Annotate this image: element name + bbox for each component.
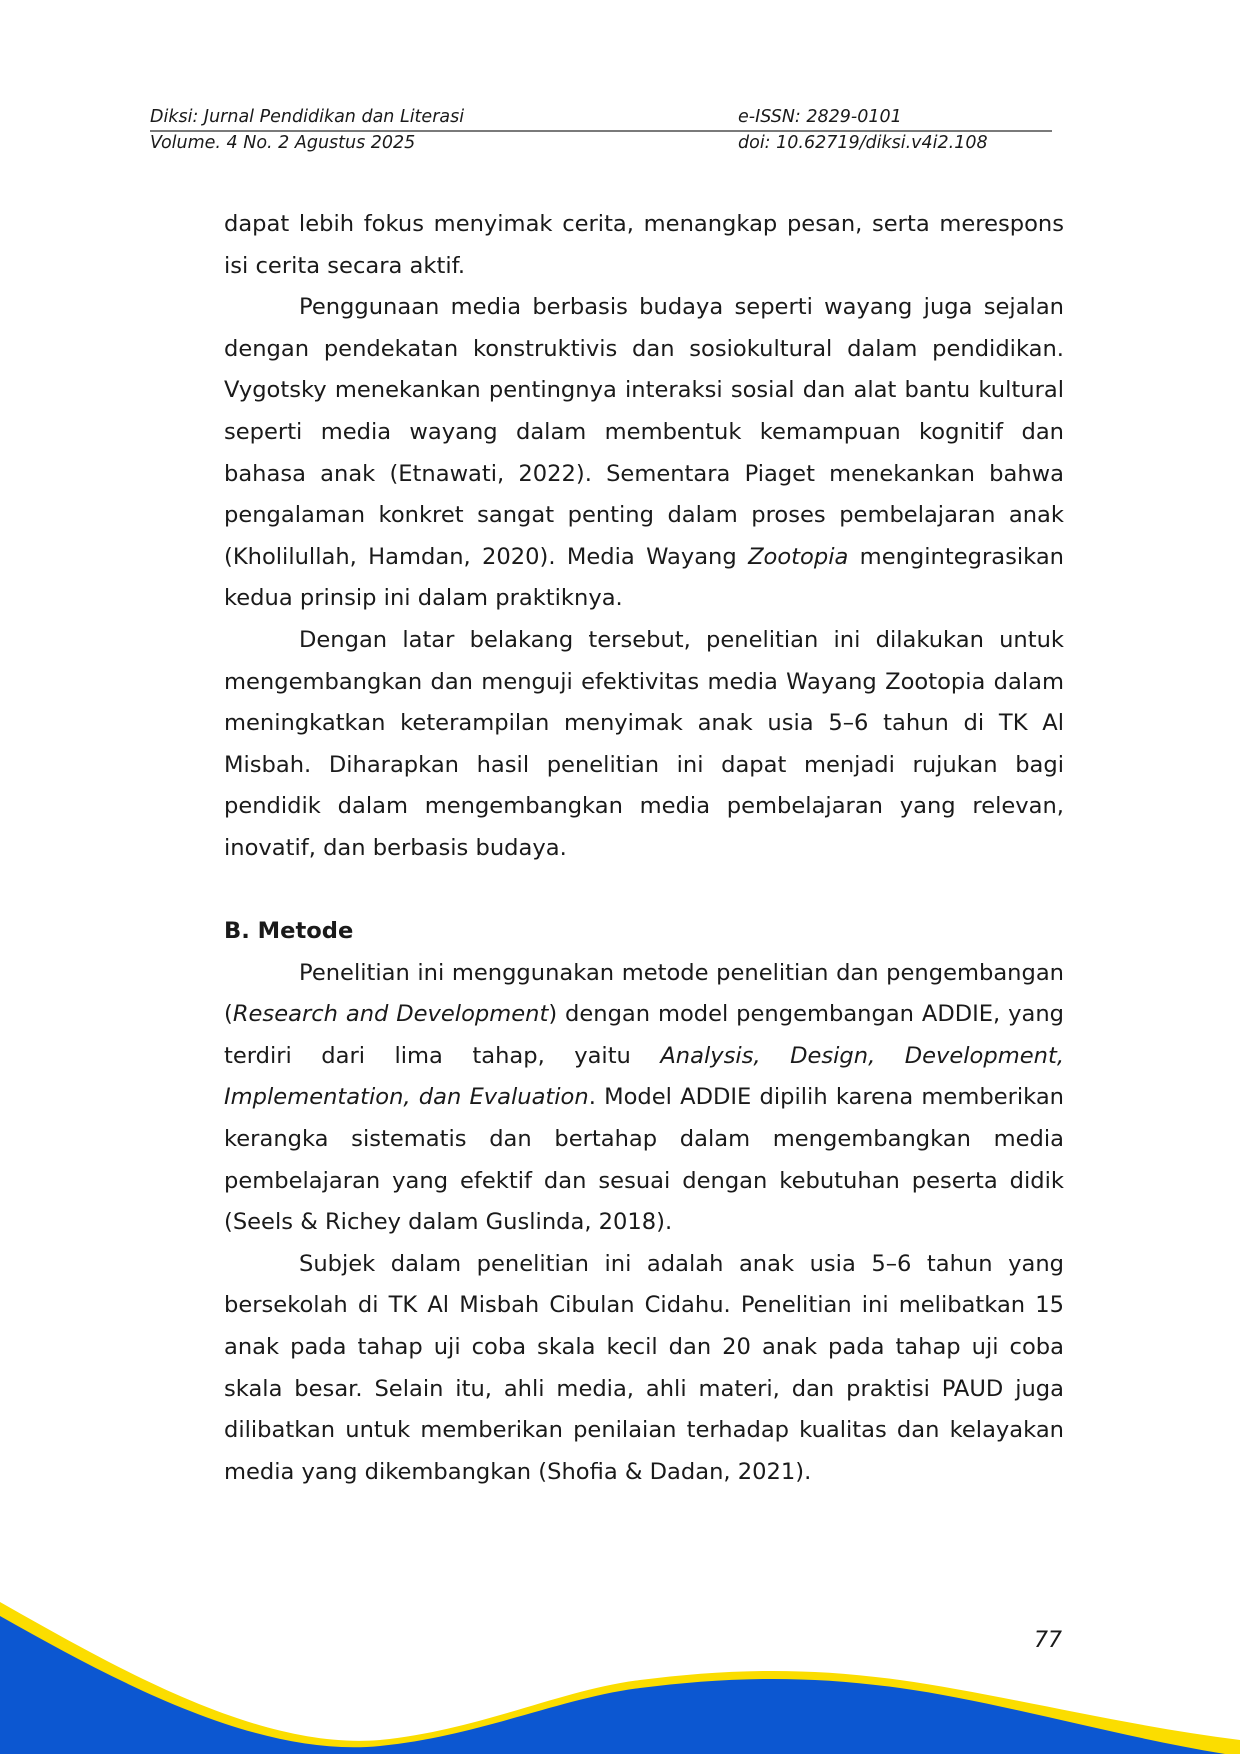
paragraph-text: Penelitian ini menggunakan metode penelitian dan pengembangan (	[224, 959, 1064, 1028]
running-header	[150, 106, 1052, 155]
paragraph-cultural-media	[224, 287, 1064, 620]
volume-info: Volume. 4 No. 2 Agustus 2025	[150, 133, 416, 153]
issn: e-ISSN: 2829-0101	[738, 107, 902, 127]
paragraph-subjects: Subjek dalam penelitian ini adalah anak usia 5–6 tahun yang bersekolah di TK Al Misbah Cibulan Cidahu. Penelitian ini melibatkan 15 anak pada tahap uji coba skala kecil dan 20 anak pada tahap uji coba skala besar. Selain itu, ahli media, ahli materi, dan praktisi PAUD juga dilibatkan untuk memberikan penilaian terhadap kualitas dan kelayakan media yang dikembangkan (Shofia & Dadan, 2021).	[224, 1250, 1064, 1485]
italic-term-addie-stages: Analysis, Design, Development, Implementation, dan Evaluation	[224, 1042, 1064, 1111]
paragraph-text: Penggunaan media berbasis budaya seperti wayang juga sejalan dengan pendekatan konstruktivis dan sosiokultural dalam pendidikan. Vygotsky menekankan pentingnya interaksi sosial dan alat bantu kultural seperti media wayang dalam membentuk kemampuan kognitif dan bahasa anak (Etnawati, 2022). Sementara Piaget menekankan bahwa pengalaman konkret sangat penting dalam proses pembelajaran anak (Kholilullah, Hamdan, 2020). Media Wayang	[224, 294, 1064, 570]
italic-term-research-development: Research and Development	[232, 1001, 549, 1028]
header-row-top	[150, 106, 1052, 129]
doi: doi: 10.62719/diksi.v4i2.108	[738, 133, 988, 153]
header-row-bottom	[150, 132, 1052, 155]
paragraph-text: ) dengan model pengembangan ADDIE, yang terdiri dari lima tahap, yaitu	[224, 1001, 1064, 1069]
main-content	[224, 204, 1064, 1493]
journal-title: Diksi: Jurnal Pendidikan dan Literasi	[150, 107, 465, 127]
section-heading-metode: B. Metode	[224, 918, 354, 945]
page-number: 77	[1034, 1628, 1062, 1653]
paragraph-text: . Model ADDIE dipilih karena memberikan kerangka sistematis dan bertahap dalam mengembangkan media pembelajaran yang efektif dan sesuai dengan kebutuhan peserta didik (Seels & Richey dalam Guslinda, 2018).	[224, 1084, 1065, 1236]
footer-wave-decoration	[0, 1580, 1240, 1754]
paragraph-method	[224, 953, 1064, 1244]
paragraph-background: Dengan latar belakang tersebut, penelitian ini dilakukan untuk mengembangkan dan menguji efektivitas media Wayang Zootopia dalam meningkatkan keterampilan menyimak anak usia 5–6 tahun di TK Al Misbah. Diharapkan hasil penelitian ini dapat menjadi rujukan bagi pendidik dalam mengembangkan media pembelajaran yang relevan, inovatif, dan berbasis budaya.	[224, 626, 1064, 861]
paragraph-text: mengintegrasikan kedua prinsip ini dalam praktiknya.	[224, 543, 1064, 612]
paragraph-continuation: dapat lebih fokus menyimak cerita, menangkap pesan, serta merespons isi cerita secara aktif.	[224, 211, 1064, 279]
italic-term-zootopia: Zootopia	[748, 543, 849, 570]
